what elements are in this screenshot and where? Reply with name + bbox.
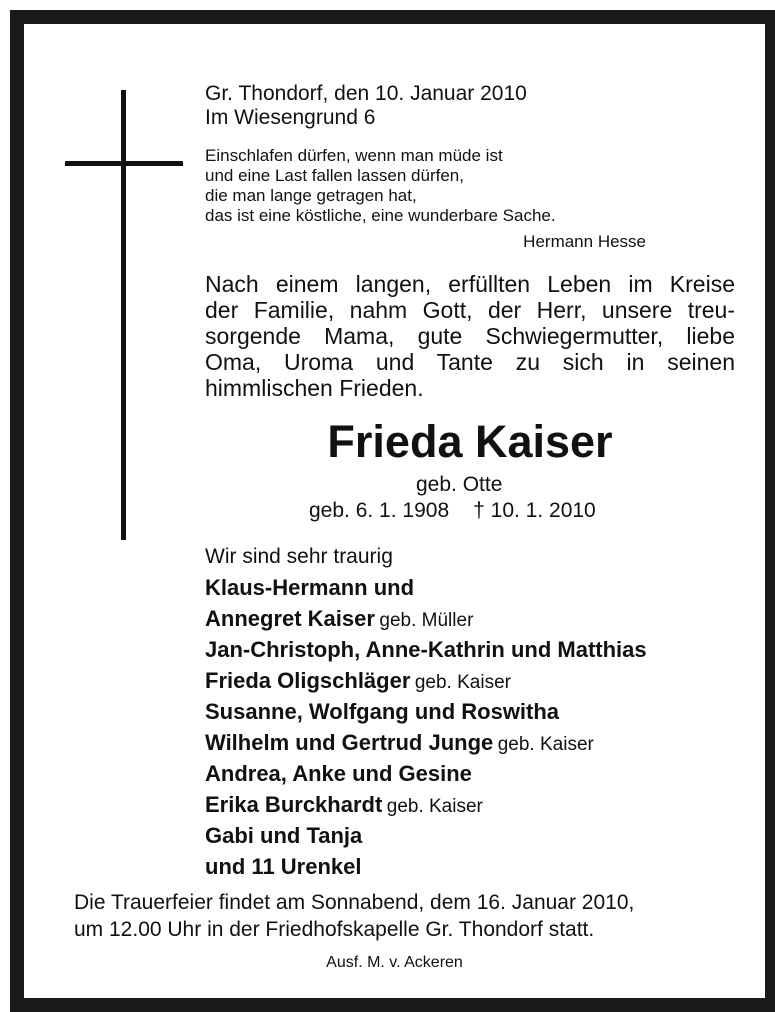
- poem-line: das ist eine köstliche, eine wunderbare Sache.: [205, 206, 556, 225]
- mourners-list: [205, 541, 647, 882]
- mourner-row: [205, 789, 647, 820]
- mourner-name: Wilhelm und Gertrud Junge: [205, 730, 494, 755]
- mourner-name: Annegret Kaiser: [205, 606, 375, 631]
- mourner-row: [205, 696, 647, 727]
- mourner-maiden-note: geb. Müller: [379, 610, 474, 631]
- mourner-maiden-note: geb. Kaiser: [414, 672, 511, 693]
- mourner-name: Gabi und Tanja: [205, 823, 363, 848]
- mourner-row: [205, 820, 647, 851]
- announcement-line: Oma, Uroma und Tante zu sich in seinen: [205, 349, 735, 375]
- mourner-name: Frieda Oligschläger: [205, 668, 411, 693]
- announcement-line: sorgende Mama, gute Schwiegermutter, liebe: [205, 323, 735, 349]
- mourner-row: [205, 758, 647, 789]
- funeral-details: [74, 889, 634, 943]
- poem-line: Einschlafen dürfen, wenn man müde ist: [205, 146, 503, 165]
- life-dates: [309, 498, 596, 524]
- mourner-row: [205, 851, 647, 882]
- mourner-row: [205, 665, 647, 696]
- mourner-name: und 11 Urenkel: [205, 854, 362, 879]
- mourners-intro: Wir sind sehr traurig: [205, 545, 393, 568]
- funeral-line: Die Trauerfeier findet am Sonnabend, dem 16. Januar 2010,: [74, 891, 635, 914]
- deceased-name: Frieda Kaiser: [327, 416, 613, 467]
- death-announcement: [205, 271, 735, 401]
- mourner-row: [205, 603, 647, 634]
- poem-line: die man lange getragen hat,: [205, 186, 417, 205]
- mourner-name: Andrea, Anke und Gesine: [205, 761, 472, 786]
- mourner-name: Klaus-Hermann und: [205, 575, 415, 600]
- announcement-line: himmlischen Frieden.: [205, 375, 424, 401]
- funeral-line: um 12.00 Uhr in der Friedhofskapelle Gr. Thondorf statt.: [74, 918, 595, 941]
- obituary-notice: [10, 10, 775, 1012]
- address-line: Im Wiesengrund 6: [205, 106, 376, 129]
- undertaker-credit: Ausf. M. v. Ackeren: [326, 954, 463, 971]
- place-date-line: Gr. Thondorf, den 10. Januar 2010: [205, 82, 527, 105]
- mourner-row: [205, 634, 647, 665]
- mourner-name: Jan-Christoph, Anne-Kathrin und Matthias: [205, 637, 647, 662]
- mourner-name: Erika Burckhardt: [205, 792, 383, 817]
- mourner-row: [205, 572, 647, 603]
- mourner-name: Susanne, Wolfgang und Roswitha: [205, 699, 560, 724]
- cross-icon-crossbar: [65, 161, 183, 166]
- mourner-maiden-note: geb. Kaiser: [497, 734, 594, 755]
- maiden-name: geb. Otte: [416, 473, 503, 496]
- poem-quote: [205, 146, 556, 226]
- mourner-maiden-note: geb. Kaiser: [386, 796, 483, 817]
- poem-author: Hermann Hesse: [523, 232, 646, 251]
- mourner-row: [205, 727, 647, 758]
- announcement-line: Nach einem langen, erfüllten Leben im Kreise: [205, 271, 735, 297]
- poem-line: und eine Last fallen lassen dürfen,: [205, 166, 464, 185]
- cross-icon: [121, 90, 126, 540]
- birth-date: geb. 6. 1. 1908: [309, 499, 450, 522]
- death-date: † 10. 1. 2010: [473, 499, 596, 522]
- announcement-line: der Familie, nahm Gott, der Herr, unsere treu-: [205, 297, 735, 323]
